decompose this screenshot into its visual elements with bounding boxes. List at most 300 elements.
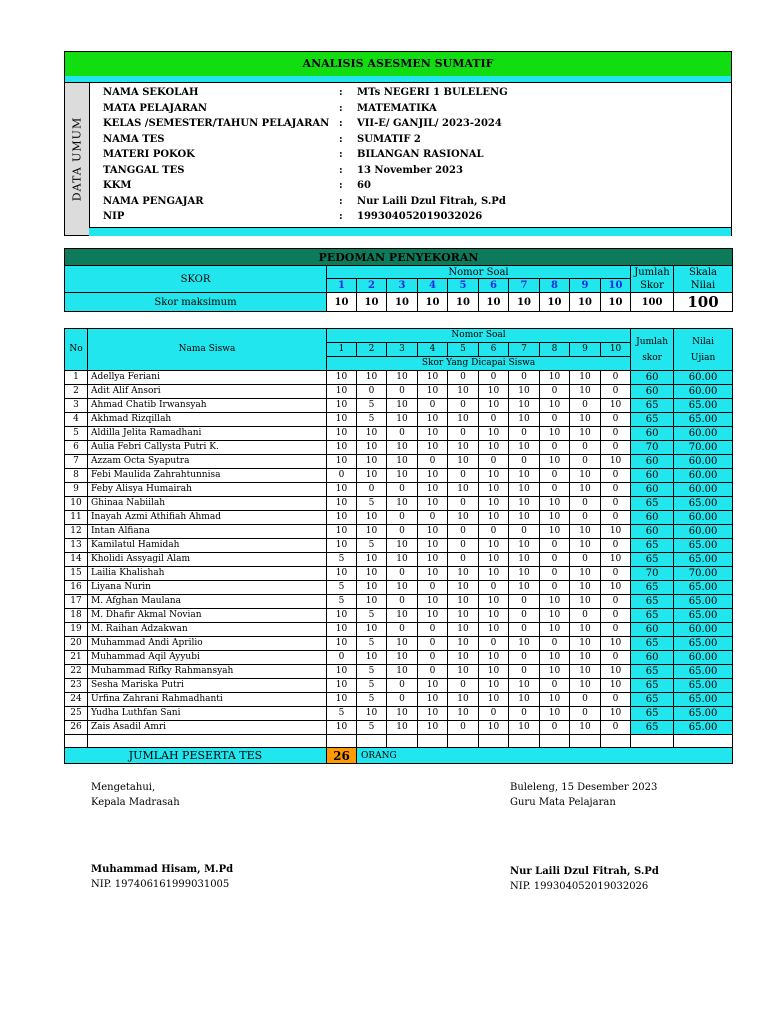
student-name: Yudha Luthfan Sani	[88, 707, 327, 721]
score-cell: 10	[479, 595, 509, 609]
score-cell: 0	[357, 385, 387, 399]
score-cell: 0	[601, 497, 631, 511]
score-cell: 0	[387, 595, 418, 609]
final-grade: 65.00	[674, 497, 733, 511]
score-cell: 10	[327, 413, 357, 427]
participant-unit: ORANG	[357, 748, 733, 764]
score-cell: 10	[509, 385, 540, 399]
score-cell: 0	[601, 721, 631, 735]
score-cell: 10	[509, 553, 540, 567]
table-row	[65, 455, 733, 469]
score-cell: 5	[357, 693, 387, 707]
score-cell: 0	[418, 623, 448, 637]
score-cell: 10	[479, 553, 509, 567]
score-cell: 10	[479, 483, 509, 497]
score-cell: 10	[357, 553, 387, 567]
score-cell: 0	[540, 469, 570, 483]
table-row	[65, 707, 733, 721]
score-cell: 10	[540, 595, 570, 609]
score-cell: 0	[509, 525, 540, 539]
score-cell: 10	[479, 721, 509, 735]
score-cell: 10	[540, 623, 570, 637]
total-score: 60	[631, 651, 674, 665]
table-row	[65, 553, 733, 567]
score-cell: 10	[357, 441, 387, 455]
participant-count: 26	[327, 748, 357, 764]
score-cell: 0	[570, 455, 601, 469]
row-number: 10	[65, 497, 88, 511]
total-score: 65	[631, 413, 674, 427]
score-cell: 10	[601, 707, 631, 721]
score-cell: 10	[479, 651, 509, 665]
question-number: 4	[418, 279, 448, 293]
header-bottom-strip	[89, 227, 731, 236]
score-cell: 10	[509, 679, 540, 693]
info-separator: :	[339, 102, 343, 114]
table-row	[65, 651, 733, 665]
table-row	[65, 413, 733, 427]
score-cell: 10	[448, 511, 479, 525]
score-cell: 10	[479, 399, 509, 413]
max-score-value: 10	[327, 293, 357, 312]
row-number: 20	[65, 637, 88, 651]
final-grade: 60.00	[674, 483, 733, 497]
score-cell: 10	[418, 679, 448, 693]
info-value: BILANGAN RASIONAL	[357, 149, 484, 160]
student-name: Zais Asadil Amri	[88, 721, 327, 735]
table-row	[65, 623, 733, 637]
score-cell: 10	[357, 581, 387, 595]
score-cell: 10	[387, 665, 418, 679]
student-name: Febi Maulida Zahrahtunnisa	[88, 469, 327, 483]
score-cell: 0	[540, 581, 570, 595]
total-score: 65	[631, 581, 674, 595]
score-cell: 10	[479, 427, 509, 441]
score-cell: 10	[418, 693, 448, 707]
row-number: 23	[65, 679, 88, 693]
info-separator: :	[339, 133, 343, 145]
score-cell: 10	[540, 371, 570, 385]
score-cell: 0	[387, 483, 418, 497]
table-row	[65, 441, 733, 455]
row-number: 14	[65, 553, 88, 567]
score-cell: 10	[357, 595, 387, 609]
jumlah-label-1: Jumlah	[636, 336, 669, 347]
score-cell: 0	[448, 427, 479, 441]
score-cell: 10	[448, 567, 479, 581]
score-cell: 10	[601, 455, 631, 469]
student-name: Adellya Feriani	[88, 371, 327, 385]
side-label: DATA UMUM	[70, 116, 84, 202]
score-cell: 0	[540, 385, 570, 399]
max-score-value: 10	[418, 293, 448, 312]
skala-nilai-header	[674, 266, 733, 293]
info-label: NIP	[103, 211, 125, 222]
score-cell: 10	[387, 581, 418, 595]
score-cell: 0	[601, 539, 631, 553]
score-cell: 0	[540, 539, 570, 553]
info-separator: :	[339, 149, 343, 160]
final-grade: 60.00	[674, 427, 733, 441]
score-cell: 10	[387, 371, 418, 385]
total-score: 60	[631, 371, 674, 385]
skor-label: SKOR	[65, 266, 327, 293]
left-signer-nip: NIP. 197406161999031005	[91, 879, 230, 890]
score-cell: 10	[448, 665, 479, 679]
final-grade: 60.00	[674, 385, 733, 399]
final-grade: 65.00	[674, 679, 733, 693]
right-signature-block	[510, 780, 657, 810]
right-sign-line1: Buleleng, 15 Desember 2023	[510, 782, 658, 793]
score-cell: 5	[357, 679, 387, 693]
score-cell: 10	[418, 469, 448, 483]
score-cell: 5	[357, 399, 387, 413]
score-cell: 10	[327, 483, 357, 497]
score-cell: 0	[570, 441, 601, 455]
total-score: 65	[631, 609, 674, 623]
left-signer-name: Muhammad Hisam, M.Pd	[91, 864, 234, 875]
score-cell: 10	[327, 525, 357, 539]
student-name: Muhammad Andi Aprilio	[88, 637, 327, 651]
row-number: 25	[65, 707, 88, 721]
jumlah-skor-header	[631, 266, 674, 293]
student-name: M. Dhafir Akmal Novian	[88, 609, 327, 623]
question-number: 6	[479, 343, 509, 357]
score-cell: 10	[418, 721, 448, 735]
score-cell: 0	[387, 623, 418, 637]
score-cell: 10	[479, 441, 509, 455]
final-grade: 65.00	[674, 707, 733, 721]
max-score-value: 10	[479, 293, 509, 312]
score-cell: 10	[357, 651, 387, 665]
score-cell: 10	[570, 539, 601, 553]
score-cell: 10	[509, 511, 540, 525]
score-cell: 10	[357, 623, 387, 637]
question-number: 9	[570, 279, 601, 293]
score-cell: 0	[479, 455, 509, 469]
score-cell: 0	[540, 567, 570, 581]
question-number: 7	[509, 279, 540, 293]
score-cell: 0	[570, 707, 601, 721]
student-name: Aldilla Jelita Ramadhani	[88, 427, 327, 441]
total-score: 65	[631, 539, 674, 553]
score-cell: 10	[540, 609, 570, 623]
score-cell: 10	[479, 693, 509, 707]
jumlah-skor-label-2: Skor	[640, 280, 664, 291]
score-cell: 10	[327, 441, 357, 455]
nilai-label-1: Nilai	[692, 336, 715, 347]
skala-nilai-label-2: Nilai	[690, 280, 716, 291]
score-cell: 5	[357, 497, 387, 511]
max-score-value: 10	[448, 293, 479, 312]
question-number: 10	[601, 279, 631, 293]
score-cell: 5	[357, 637, 387, 651]
row-number: 22	[65, 665, 88, 679]
score-cell: 10	[540, 707, 570, 721]
total-score: 60	[631, 455, 674, 469]
final-grade: 60.00	[674, 651, 733, 665]
score-cell: 0	[540, 721, 570, 735]
student-name: Feby Alisya Humairah	[88, 483, 327, 497]
question-number: 5	[448, 343, 479, 357]
score-cell: 10	[418, 525, 448, 539]
score-cell: 10	[327, 721, 357, 735]
score-cell: 10	[570, 679, 601, 693]
table-row	[65, 371, 733, 385]
score-cell: 10	[509, 581, 540, 595]
score-cell: 0	[509, 609, 540, 623]
score-cell: 10	[387, 455, 418, 469]
right-signer-name: Nur Laili Dzul Fitrah, S.Pd	[510, 866, 659, 877]
score-cell: 0	[540, 679, 570, 693]
student-name: Aulia Febri Callysta Putri K.	[88, 441, 327, 455]
row-number: 11	[65, 511, 88, 525]
nilai-label-2: Ujian	[690, 352, 716, 363]
question-number: 1	[327, 279, 357, 293]
score-cell: 0	[448, 721, 479, 735]
score-cell: 0	[509, 455, 540, 469]
info-label: NAMA TES	[103, 133, 165, 145]
student-name: Ghinaa Nabiilah	[88, 497, 327, 511]
question-number: 2	[357, 343, 387, 357]
score-cell: 10	[448, 623, 479, 637]
score-cell: 10	[479, 539, 509, 553]
score-cell: 10	[327, 609, 357, 623]
score-cell: 10	[418, 441, 448, 455]
info-label: NAMA PENGAJAR	[103, 195, 204, 207]
score-cell: 10	[479, 679, 509, 693]
score-cell: 10	[570, 371, 601, 385]
row-number: 2	[65, 385, 88, 399]
score-cell: 10	[357, 455, 387, 469]
score-cell: 0	[601, 469, 631, 483]
table-row	[65, 399, 733, 413]
table-row	[65, 539, 733, 553]
score-cell: 10	[357, 707, 387, 721]
score-cell: 10	[418, 413, 448, 427]
question-number: 2	[357, 279, 387, 293]
score-cell: 0	[509, 427, 540, 441]
scoring-guide-table	[64, 248, 733, 312]
total-score: 60	[631, 511, 674, 525]
skala-nilai-label-1: Skala	[688, 267, 718, 278]
question-number: 8	[540, 279, 570, 293]
jumlah-skor-label-1: Jumlah	[634, 267, 670, 278]
score-cell: 0	[601, 413, 631, 427]
max-score-value: 10	[540, 293, 570, 312]
score-cell: 0	[357, 483, 387, 497]
score-cell: 0	[327, 651, 357, 665]
score-cell: 0	[479, 637, 509, 651]
score-cell: 10	[448, 483, 479, 497]
score-cell: 0	[448, 399, 479, 413]
score-cell: 10	[540, 665, 570, 679]
score-cell: 10	[418, 553, 448, 567]
table-row	[65, 385, 733, 399]
table-row	[65, 595, 733, 609]
score-cell: 0	[601, 483, 631, 497]
score-cell: 0	[570, 553, 601, 567]
score-cell: 0	[509, 651, 540, 665]
max-score-label: Skor maksimum	[65, 293, 327, 312]
score-cell: 0	[387, 511, 418, 525]
score-cell: 10	[540, 651, 570, 665]
score-cell: 10	[418, 483, 448, 497]
max-scale: 100	[674, 293, 733, 312]
table-row	[65, 637, 733, 651]
score-cell: 10	[570, 637, 601, 651]
scoring-guide-title: PEDOMAN PENYEKORAN	[65, 249, 733, 266]
final-grade: 65.00	[674, 637, 733, 651]
general-data-panel	[64, 51, 732, 236]
score-cell: 10	[540, 455, 570, 469]
empty-row	[65, 735, 733, 748]
score-cell: 0	[570, 497, 601, 511]
score-cell: 0	[448, 539, 479, 553]
score-cell: 10	[509, 469, 540, 483]
score-cell: 10	[327, 399, 357, 413]
student-name: Akhmad Rizqillah	[88, 413, 327, 427]
row-number: 21	[65, 651, 88, 665]
score-cell: 10	[387, 553, 418, 567]
final-grade: 65.00	[674, 595, 733, 609]
score-cell: 10	[387, 413, 418, 427]
score-cell: 10	[540, 693, 570, 707]
score-cell: 10	[540, 427, 570, 441]
student-name: Urfina Zahrani Rahmadhanti	[88, 693, 327, 707]
no-header: No	[65, 329, 88, 371]
score-cell: 0	[570, 511, 601, 525]
student-name: M. Afghan Maulana	[88, 595, 327, 609]
info-value: 60	[357, 180, 371, 191]
score-cell: 0	[448, 469, 479, 483]
score-cell: 10	[327, 567, 357, 581]
table-row	[65, 609, 733, 623]
table-row	[65, 469, 733, 483]
score-cell: 10	[387, 497, 418, 511]
final-grade: 65.00	[674, 413, 733, 427]
score-cell: 10	[570, 665, 601, 679]
score-cell: 10	[327, 427, 357, 441]
score-cell: 10	[570, 427, 601, 441]
total-score: 65	[631, 637, 674, 651]
final-grade: 60.00	[674, 525, 733, 539]
score-cell: 10	[570, 651, 601, 665]
row-number: 6	[65, 441, 88, 455]
score-cell: 10	[448, 693, 479, 707]
total-score: 70	[631, 441, 674, 455]
score-cell: 10	[601, 525, 631, 539]
question-number: 5	[448, 279, 479, 293]
score-cell: 0	[540, 637, 570, 651]
score-cell: 10	[601, 553, 631, 567]
table-row	[65, 581, 733, 595]
score-cell: 10	[327, 693, 357, 707]
total-score: 60	[631, 483, 674, 497]
score-cell: 10	[327, 497, 357, 511]
score-cell: 10	[509, 567, 540, 581]
score-cell: 0	[418, 511, 448, 525]
score-cell: 0	[570, 609, 601, 623]
score-cell: 10	[448, 385, 479, 399]
participant-total-label: JUMLAH PESERTA TES	[65, 748, 327, 764]
score-cell: 5	[357, 609, 387, 623]
table-row	[65, 721, 733, 735]
score-cell: 10	[509, 637, 540, 651]
score-cell: 10	[418, 567, 448, 581]
score-cell: 10	[479, 623, 509, 637]
student-name: Intan Alfiana	[88, 525, 327, 539]
table-row	[65, 511, 733, 525]
score-cell: 10	[418, 539, 448, 553]
score-cell: 10	[357, 511, 387, 525]
score-cell: 5	[357, 665, 387, 679]
score-cell: 10	[357, 525, 387, 539]
score-cell: 0	[509, 707, 540, 721]
score-cell: 0	[540, 441, 570, 455]
row-number: 19	[65, 623, 88, 637]
score-cell: 0	[570, 693, 601, 707]
score-cell: 10	[448, 441, 479, 455]
score-cell: 0	[479, 525, 509, 539]
row-number: 8	[65, 469, 88, 483]
student-name: Lailia Khalishah	[88, 567, 327, 581]
right-signer-block	[510, 864, 659, 894]
max-score-value: 10	[570, 293, 601, 312]
score-cell: 10	[540, 525, 570, 539]
student-name: Azzam Octa Syaputra	[88, 455, 327, 469]
student-name: Inayah Azmi Athifiah Ahmad	[88, 511, 327, 525]
score-cell: 10	[509, 721, 540, 735]
max-score-value: 10	[387, 293, 418, 312]
score-cell: 0	[448, 371, 479, 385]
question-number: 3	[387, 279, 418, 293]
score-cell: 10	[418, 595, 448, 609]
score-cell: 5	[327, 707, 357, 721]
score-cell: 0	[509, 371, 540, 385]
score-cell: 10	[570, 385, 601, 399]
nomor-soal-label: Nomor Soal	[327, 266, 631, 279]
score-cell: 10	[327, 665, 357, 679]
score-cell: 10	[418, 427, 448, 441]
total-score: 60	[631, 525, 674, 539]
report-title: ANALISIS ASESMEN SUMATIF	[65, 52, 731, 77]
info-separator: :	[339, 211, 343, 222]
left-sign-line2: Kepala Madrasah	[91, 797, 180, 808]
score-cell: 10	[418, 497, 448, 511]
score-cell: 0	[387, 427, 418, 441]
row-number: 1	[65, 371, 88, 385]
total-score: 60	[631, 385, 674, 399]
question-number: 6	[479, 279, 509, 293]
question-number: 3	[387, 343, 418, 357]
score-cell: 0	[387, 679, 418, 693]
score-cell: 10	[387, 721, 418, 735]
question-number: 10	[601, 343, 631, 357]
student-name: Liyana Nurin	[88, 581, 327, 595]
score-cell: 10	[570, 721, 601, 735]
student-name: Muhammad Aqil Ayyubi	[88, 651, 327, 665]
final-grade: 60.00	[674, 511, 733, 525]
score-cell: 10	[509, 693, 540, 707]
row-number: 5	[65, 427, 88, 441]
score-cell: 0	[601, 651, 631, 665]
final-grade: 60.00	[674, 371, 733, 385]
student-name: Sesha Mariska Putri	[88, 679, 327, 693]
info-value: SUMATIF 2	[357, 133, 421, 145]
row-number: 9	[65, 483, 88, 497]
score-cell: 10	[387, 707, 418, 721]
